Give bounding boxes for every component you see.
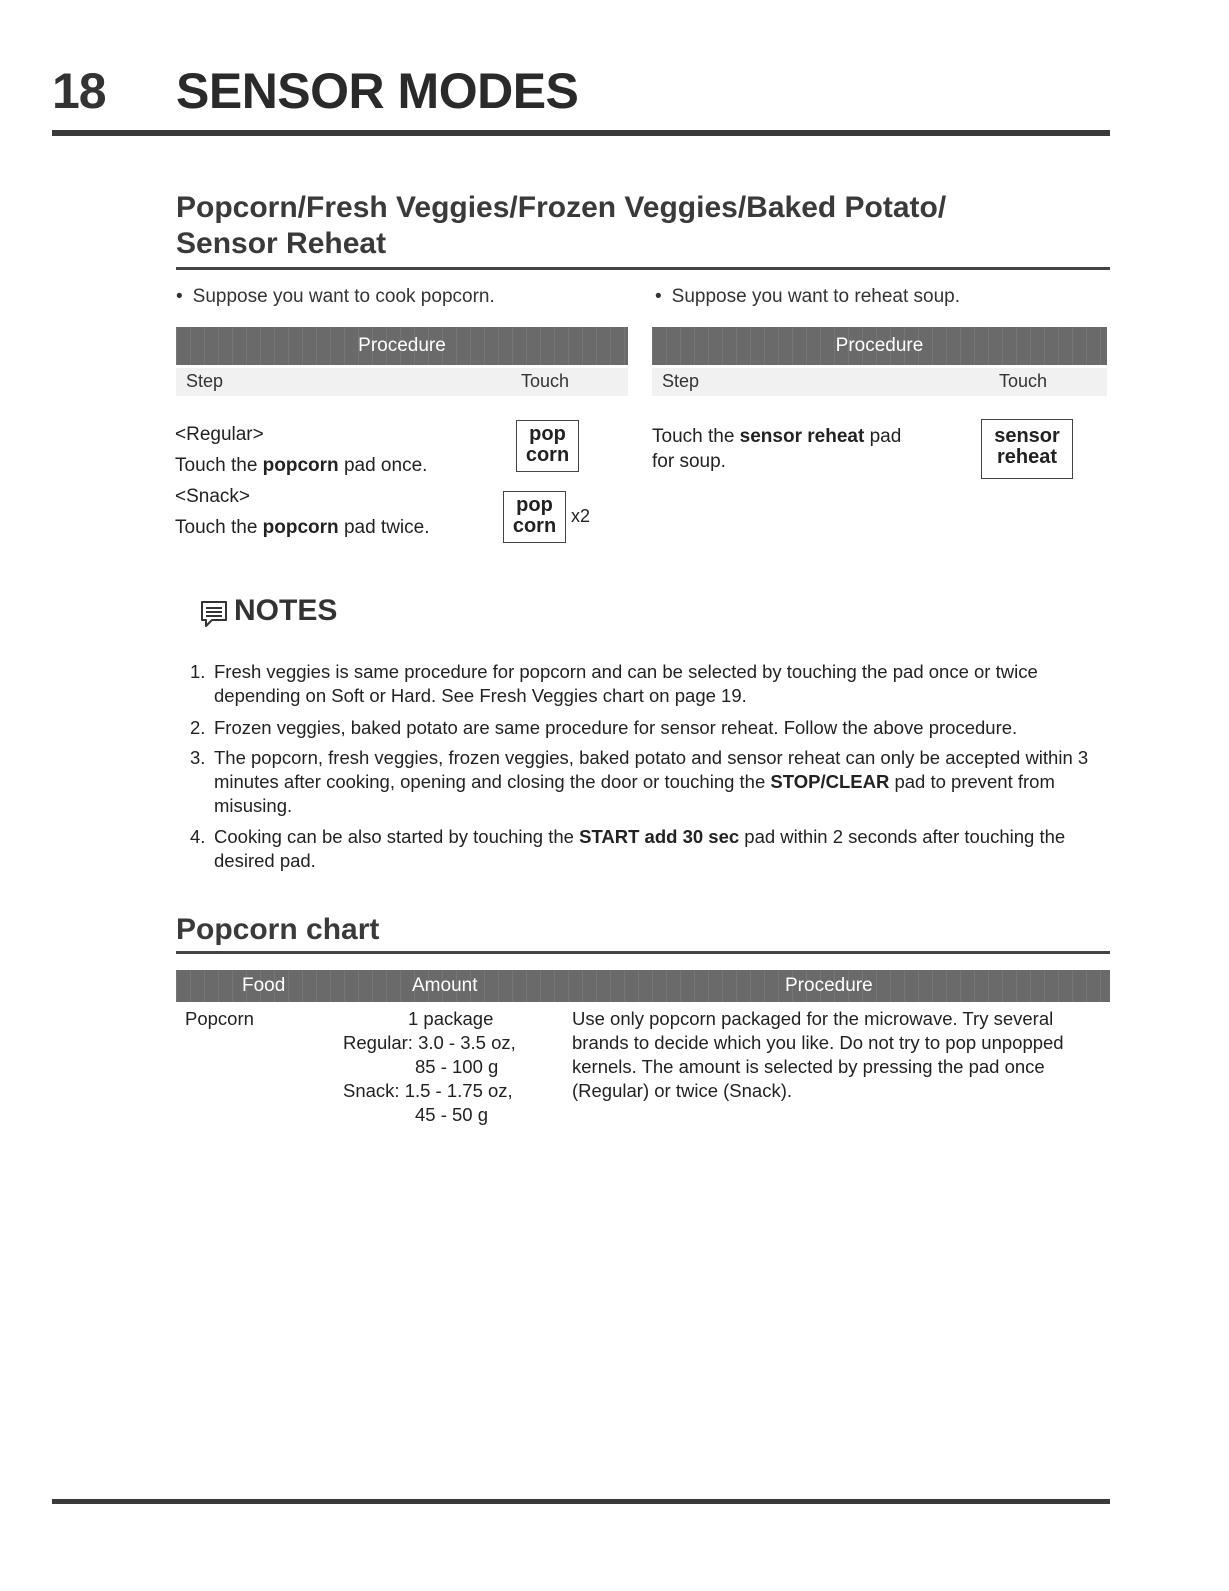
left-procedure-bar: Procedure [176,327,628,365]
left-touch-label: Touch [521,371,570,391]
bottom-rule [52,1499,1110,1504]
regular-bold: popcorn [262,455,339,476]
note-item [190,825,1100,873]
section-rule [176,267,1110,270]
note-number: 2. [190,717,206,738]
reheat-bold: sensor reheat [739,426,865,447]
note-text-bold: START add 30 sec [579,826,740,847]
notes-title: NOTES [234,594,338,627]
snack-label: <Snack> [175,486,250,507]
pad-line1: sensor [994,425,1060,447]
page-header [52,62,1110,137]
note-text: Frozen veggies, baked potato are same procedure for sensor reheat. Follow the above procedure. [214,717,1018,738]
left-subhead-row [176,368,628,396]
reheat-instruction-line2: for soup. [652,451,726,472]
note-text-post: pad to prevent from misusing. [214,771,1055,816]
pad-line2: reheat [996,446,1058,468]
right-procedure-bar: Procedure [652,327,1107,365]
pad-line1: pop [529,423,566,445]
right-bullet: • Suppose you want to reheat soup. [655,286,960,308]
procedure-line: kernels. The amount is selected by pressing the pad once [572,1056,1045,1077]
page-number: 18 [52,63,106,119]
sensor-reheat-pad [981,419,1073,479]
section-title-line2: Sensor Reheat [176,227,387,260]
note-number: 1. [190,661,206,682]
amount-line: 45 - 50 g [415,1104,489,1125]
note-text-pre: Cooking can be also started by touching the [214,826,580,847]
regular-pre: Touch the [175,455,263,476]
snack-pre: Touch the [175,517,263,538]
amount-line: Snack: 1.5 - 1.75 oz, [343,1080,513,1101]
note-number: 4. [190,826,206,847]
left-step-label: Step [186,371,224,391]
pad-line2: corn [525,444,570,466]
snack-post: pad twice. [338,517,430,538]
note-text-pre: The popcorn, fresh veggies, frozen veggies, baked potato and sensor reheat can only be accepted within 3 minutes after cooking, opening and closing the door or touching the [214,747,1089,792]
notes-icon [198,598,230,630]
regular-post: pad once. [338,455,428,476]
right-step-label: Step [662,371,700,391]
reheat-instruction [652,424,901,450]
header-rule [52,130,1110,136]
page-title: SENSOR MODES [176,63,579,119]
note-item [190,746,1100,818]
procedure-line: (Regular) or twice (Snack). [572,1080,793,1101]
regular-label: <Regular> [175,424,264,445]
right-subhead-row [652,368,1107,396]
note-text: Fresh veggies is same procedure for popcorn and can be selected by touching the pad once or twice depending on Soft or Hard. See Fresh Veggies chart on page 19. [214,661,1038,706]
reheat-post: pad [864,426,902,447]
regular-instruction [175,453,427,479]
snack-instruction [175,515,430,541]
col-food-header: Food [242,975,286,996]
procedure-line: Use only popcorn packaged for the microwave. Try several [572,1008,1054,1029]
chart-header-row [176,970,1110,1002]
note-item [190,660,1100,708]
popcorn-pad-snack [503,491,566,543]
note-number: 3. [190,747,206,768]
note-text-bold: STOP/CLEAR [770,771,890,792]
amount-line: Regular: 3.0 - 3.5 oz, [343,1032,516,1053]
left-bullet: • Suppose you want to cook popcorn. [176,286,495,308]
right-touch-label: Touch [999,371,1048,391]
col-procedure-header: Procedure [785,975,873,996]
popcorn-pad-regular [516,420,579,472]
chart-rule [176,951,1110,954]
note-text-post: pad within 2 seconds after touching the desired pad. [214,826,1066,871]
chart-title: Popcorn chart [176,913,380,946]
snack-bold: popcorn [262,517,339,538]
section-title-line1: Popcorn/Fresh Veggies/Frozen Veggies/Baked Potato/ [176,191,947,224]
pad-line2: corn [512,515,557,537]
col-amount-header: Amount [412,975,478,996]
amount-line: 1 package [408,1008,494,1029]
note-item [190,716,1100,740]
snack-multiplier: x2 [571,506,591,526]
food-cell: Popcorn [185,1008,254,1029]
amount-line: 85 - 100 g [415,1056,499,1077]
pad-line1: pop [516,494,553,516]
procedure-line: brands to decide which you like. Do not try to pop unpopped [572,1032,1064,1053]
reheat-pre: Touch the [652,426,740,447]
